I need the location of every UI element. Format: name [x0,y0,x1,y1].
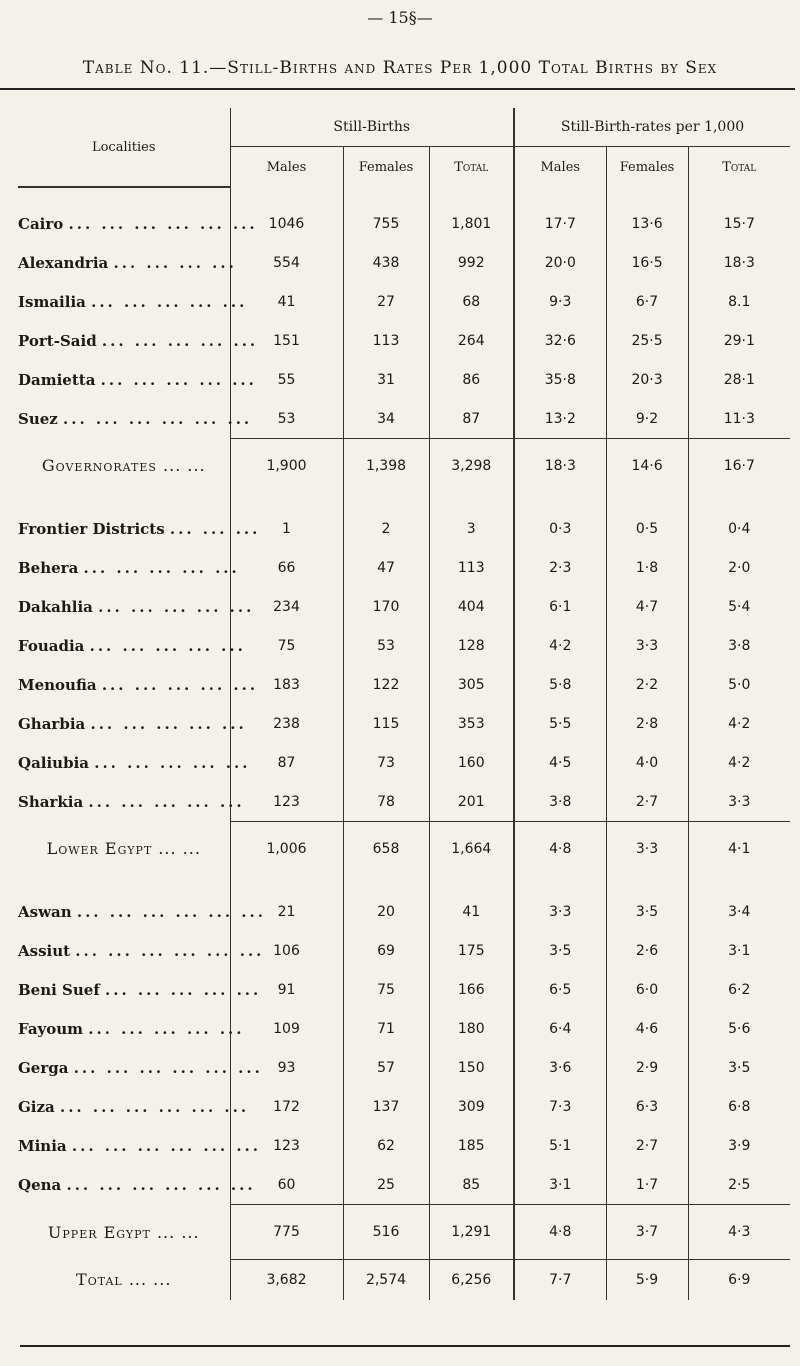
rates-header: Still-Birth-rates per 1,000 [514,108,790,147]
locality-name: Minia [18,1136,67,1155]
rate-females-header: Females [606,147,688,188]
males-cell: 93 [230,1048,343,1087]
rate-total-cell: 11·3 [688,399,790,439]
females-cell: 516 [343,1205,429,1260]
table-row [18,743,790,782]
males-cell: 109 [230,1009,343,1048]
rate-total-cell: 6·9 [688,1260,790,1301]
leader-dots: ... ... ... ... ... [94,753,251,772]
locality-name: Ismailia [18,292,86,311]
rate-females-cell: 2·7 [606,1126,688,1165]
rate-total-cell: 3·9 [688,1126,790,1165]
locality-name: Dakahlia [18,597,93,616]
leader-dots: ... ... [128,1270,172,1290]
rate-total-cell: 6·8 [688,1087,790,1126]
locality-cell [18,204,258,243]
leader-dots: ... ... ... ... ... [101,675,259,694]
leader-dots: ... ... ... ... ... [88,792,245,811]
locality-cell [18,360,257,399]
total-cell: 113 [429,548,514,587]
rate-females-cell: 14·6 [606,439,688,494]
locality-name: Gharbia [18,714,86,733]
locality-name: Lower Egypt [46,839,153,859]
locality-cell [18,243,237,282]
locality-cell [18,1048,263,1087]
locality-name: Qena [18,1175,62,1194]
total-cell: 87 [429,399,514,439]
males-cell: 1,900 [230,439,343,494]
rate-males-cell: 7·3 [514,1087,606,1126]
locality-cell [18,931,265,970]
total-cell: 6,256 [429,1260,514,1301]
locality-cell [18,282,248,321]
total-cell: 305 [429,665,514,704]
males-cell: 41 [230,282,343,321]
table-row [18,204,790,243]
rate-females-cell: 5·9 [606,1260,688,1301]
males-cell: 554 [230,243,343,282]
rate-males-cell: 6·1 [514,587,606,626]
males-cell: 1 [230,509,343,548]
locality-name: Cairo [18,214,64,233]
rate-females-cell: 4·6 [606,1009,688,1048]
table-row [18,782,790,822]
leader-dots: ... ... [158,839,201,859]
locality-name: Assiut [18,941,71,960]
males-cell: 123 [230,782,343,822]
table-row [18,509,790,548]
locality-name: Alexandria [18,253,109,272]
rate-males-header: Males [514,147,606,188]
total-cell: 180 [429,1009,514,1048]
grand-total-row [18,1260,790,1301]
total-cell: 1,291 [429,1205,514,1260]
rate-females-cell: 6·0 [606,970,688,1009]
rate-females-cell: 2·6 [606,931,688,970]
females-cell: 25 [343,1165,429,1205]
rate-males-cell: 4·8 [514,822,606,877]
rate-total-cell: 3·8 [688,626,790,665]
females-cell: 20 [343,892,429,931]
leader-dots: ... ... ... ... ... ... [59,1097,250,1116]
females-cell: 47 [343,548,429,587]
subtotal-row [18,1205,790,1260]
subtotal-row [18,439,790,494]
rate-females-cell: 3·3 [606,626,688,665]
still-births-header: Still-Births [230,108,514,147]
table-row [18,970,790,1009]
leader-dots: ... ... ... ... ... [83,558,240,577]
males-cell: 60 [230,1165,343,1205]
males-cell: 91 [230,970,343,1009]
females-cell: 658 [343,822,429,877]
locality-name: Qaliubia [18,753,89,772]
rate-total-cell: 2·5 [688,1165,790,1205]
table-row [18,243,790,282]
total-cell: 41 [429,892,514,931]
males-cell: 106 [230,931,343,970]
table-row [18,1126,790,1165]
rate-males-cell: 32·6 [514,321,606,360]
rate-females-cell: 6·7 [606,282,688,321]
males-cell: 172 [230,1087,343,1126]
rate-males-cell: 2·3 [514,548,606,587]
rate-total-cell: 8.1 [688,282,790,321]
females-cell: 71 [343,1009,429,1048]
total-cell: 175 [429,931,514,970]
females-cell: 31 [343,360,429,399]
males-header: Males [230,147,343,188]
females-cell: 170 [343,587,429,626]
leader-dots: ... ... ... ... ... [91,292,248,311]
males-cell: 3,682 [230,1260,343,1301]
females-cell: 57 [343,1048,429,1087]
leader-dots: ... ... ... ... ... ... [68,214,258,233]
rate-total-cell: 18·3 [688,243,790,282]
subtotal-row [18,822,790,877]
locality-cell [18,321,259,360]
leader-dots: ... ... ... ... ... [101,331,259,350]
total-cell: 86 [429,360,514,399]
females-cell: 73 [343,743,429,782]
males-cell: 1046 [230,204,343,243]
page-number: — 15§— [367,8,433,27]
total-cell: 353 [429,704,514,743]
leader-dots: ... ... ... [169,519,261,538]
locality-name: Aswan [18,902,72,921]
females-cell: 62 [343,1126,429,1165]
rate-females-cell: 13·6 [606,204,688,243]
rate-females-cell: 25·5 [606,321,688,360]
table-row [18,548,790,587]
rate-total-cell: 5·4 [688,587,790,626]
locality-cell [18,1009,245,1048]
locality-name: Port-Said [18,331,97,350]
leader-dots: ... ... ... ... ... ... [71,1136,261,1155]
table-row [18,1048,790,1087]
total-cell: 185 [429,1126,514,1165]
subtotal-label [18,822,230,877]
total-cell: 3 [429,509,514,548]
rate-females-cell: 6·3 [606,1087,688,1126]
rate-females-cell: 1·7 [606,1165,688,1205]
rate-females-cell: 4·0 [606,743,688,782]
total-cell: 992 [429,243,514,282]
rate-males-cell: 0·3 [514,509,606,548]
leader-dots: ... ... [156,1222,200,1242]
males-cell: 1,006 [230,822,343,877]
rate-females-cell: 3·7 [606,1205,688,1260]
leader-dots: ... ... ... ... ... ... [73,1058,263,1077]
females-cell: 755 [343,204,429,243]
males-cell: 75 [230,626,343,665]
females-cell: 2 [343,509,429,548]
table-row [18,1009,790,1048]
females-cell: 27 [343,282,429,321]
leader-dots: ... ... ... ... [113,253,237,272]
rate-males-cell: 13·2 [514,399,606,439]
males-cell: 183 [230,665,343,704]
locality-cell [18,399,253,439]
rate-total-cell: 16·7 [688,439,790,494]
males-cell: 55 [230,360,343,399]
females-cell: 53 [343,626,429,665]
grand-total-label [18,1260,230,1301]
males-cell: 238 [230,704,343,743]
rate-males-cell: 7·7 [514,1260,606,1301]
females-cell: 78 [343,782,429,822]
females-cell: 75 [343,970,429,1009]
table-row [18,282,790,321]
total-cell: 309 [429,1087,514,1126]
rate-males-cell: 4·8 [514,1205,606,1260]
rate-females-cell: 20·3 [606,360,688,399]
rate-males-cell: 5·1 [514,1126,606,1165]
males-cell: 123 [230,1126,343,1165]
rate-males-cell: 6·5 [514,970,606,1009]
localities-header: Localities [18,108,230,187]
table-row [18,587,790,626]
rate-total-cell: 3·5 [688,1048,790,1087]
rate-males-cell: 4·5 [514,743,606,782]
locality-name: Upper Egypt [47,1222,151,1242]
rate-males-cell: 9·3 [514,282,606,321]
females-cell: 113 [343,321,429,360]
rate-males-cell: 17·7 [514,204,606,243]
rate-males-cell: 35·8 [514,360,606,399]
total-cell: 150 [429,1048,514,1087]
table-row [18,1087,790,1126]
males-cell: 151 [230,321,343,360]
rate-females-cell: 0·5 [606,509,688,548]
locality-cell [18,665,259,704]
total-cell: 404 [429,587,514,626]
locality-cell [18,743,251,782]
rate-males-cell: 6·4 [514,1009,606,1048]
rate-total-cell: 3·1 [688,931,790,970]
table-row [18,1165,790,1205]
table-row [18,399,790,439]
total-cell: 3,298 [429,439,514,494]
total-header: Total [429,147,514,188]
locality-name: Sharkia [18,792,84,811]
locality-name: Gerga [18,1058,69,1077]
rate-females-cell: 2·9 [606,1048,688,1087]
rate-total-cell: 15·7 [688,204,790,243]
total-cell: 85 [429,1165,514,1205]
locality-name: Giza [18,1097,55,1116]
locality-name: Frontier Districts [18,519,165,538]
table-row [18,931,790,970]
rate-total-cell: 4·3 [688,1205,790,1260]
rate-females-cell: 1·8 [606,548,688,587]
rate-total-header: Total [688,147,790,188]
rate-males-cell: 3·6 [514,1048,606,1087]
rate-females-cell: 3·5 [606,892,688,931]
rate-total-cell: 2·0 [688,548,790,587]
rate-females-cell: 4·7 [606,587,688,626]
table-row [18,360,790,399]
males-cell: 66 [230,548,343,587]
females-cell: 1,398 [343,439,429,494]
locality-cell [18,509,261,548]
rate-males-cell: 3·8 [514,782,606,822]
rate-total-cell: 3·4 [688,892,790,931]
males-cell: 234 [230,587,343,626]
total-cell: 264 [429,321,514,360]
locality-name: Fouadia [18,636,85,655]
rate-males-cell: 18·3 [514,439,606,494]
females-cell: 122 [343,665,429,704]
females-cell: 69 [343,931,429,970]
rate-males-cell: 20·0 [514,243,606,282]
locality-name: Fayoum [18,1019,84,1038]
bottom-rule [20,1345,790,1347]
locality-cell [18,587,255,626]
locality-cell [18,548,240,587]
females-cell: 115 [343,704,429,743]
total-cell: 1,801 [429,204,514,243]
locality-cell [18,892,266,931]
total-cell: 201 [429,782,514,822]
locality-cell [18,782,245,822]
rate-males-cell: 3·1 [514,1165,606,1205]
locality-name: Governorates [41,456,157,476]
locality-name: Suez [18,409,58,428]
total-cell: 160 [429,743,514,782]
females-cell: 34 [343,399,429,439]
table-row [18,892,790,931]
top-rule [0,88,795,90]
leader-dots: ... ... ... ... ... [105,980,262,999]
females-cell: 137 [343,1087,429,1126]
locality-cell [18,1126,261,1165]
locality-cell [18,1087,250,1126]
locality-name: Behera [18,558,79,577]
table-title: Table No. 11.—Still-Births and Rates Per 1,000 Total Births by Sex [82,58,718,78]
leader-dots: ... ... ... ... ... ... [66,1175,256,1194]
leader-dots: ... ... ... ... ... [90,714,247,733]
locality-name: Beni Suef [18,980,100,999]
rate-males-cell: 5·8 [514,665,606,704]
males-cell: 53 [230,399,343,439]
leader-dots: ... ... ... ... ... [88,1019,245,1038]
rate-males-cell: 3·3 [514,892,606,931]
leader-dots: ... ... ... ... ... [100,370,257,389]
locality-cell [18,626,246,665]
locality-name: Total [76,1270,123,1290]
rate-total-cell: 28·1 [688,360,790,399]
leader-dots: ... ... [163,456,206,476]
leader-dots: ... ... ... ... ... ... [75,941,265,960]
rate-females-cell: 3·3 [606,822,688,877]
rate-total-cell: 0·4 [688,509,790,548]
spacer-row [18,493,790,509]
locality-name: Damietta [18,370,96,389]
rate-females-cell: 16·5 [606,243,688,282]
males-cell: 87 [230,743,343,782]
rate-total-cell: 4·1 [688,822,790,877]
locality-cell [18,704,247,743]
total-cell: 1,664 [429,822,514,877]
leader-dots: ... ... ... ... ... [98,597,255,616]
table-row [18,626,790,665]
leader-dots: ... ... ... ... ... ... [76,902,266,921]
males-cell: 21 [230,892,343,931]
males-cell: 775 [230,1205,343,1260]
females-cell: 438 [343,243,429,282]
total-cell: 128 [429,626,514,665]
total-cell: 68 [429,282,514,321]
rate-total-cell: 29·1 [688,321,790,360]
locality-cell [18,970,262,1009]
rate-total-cell: 4·2 [688,704,790,743]
rate-total-cell: 4·2 [688,743,790,782]
leader-dots: ... ... ... ... ... [89,636,246,655]
table-row [18,665,790,704]
total-cell: 166 [429,970,514,1009]
rate-total-cell: 6·2 [688,970,790,1009]
locality-name: Menoufia [18,675,97,694]
locality-cell [18,1165,256,1205]
rate-females-cell: 2·7 [606,782,688,822]
spacer-row [18,187,790,204]
still-births-table [18,108,790,1300]
rate-males-cell: 5·5 [514,704,606,743]
spacer-row [18,876,790,892]
rate-males-cell: 4·2 [514,626,606,665]
subtotal-label [18,1205,230,1260]
subtotal-label [18,439,230,494]
rate-females-cell: 2·2 [606,665,688,704]
table-row [18,321,790,360]
females-header: Females [343,147,429,188]
rate-females-cell: 9·2 [606,399,688,439]
rate-total-cell: 5·0 [688,665,790,704]
rate-males-cell: 3·5 [514,931,606,970]
leader-dots: ... ... ... ... ... ... [63,409,253,428]
table-row [18,704,790,743]
rate-females-cell: 2·8 [606,704,688,743]
table-body [18,187,790,1300]
rate-total-cell: 3·3 [688,782,790,822]
females-cell: 2,574 [343,1260,429,1301]
rate-total-cell: 5·6 [688,1009,790,1048]
